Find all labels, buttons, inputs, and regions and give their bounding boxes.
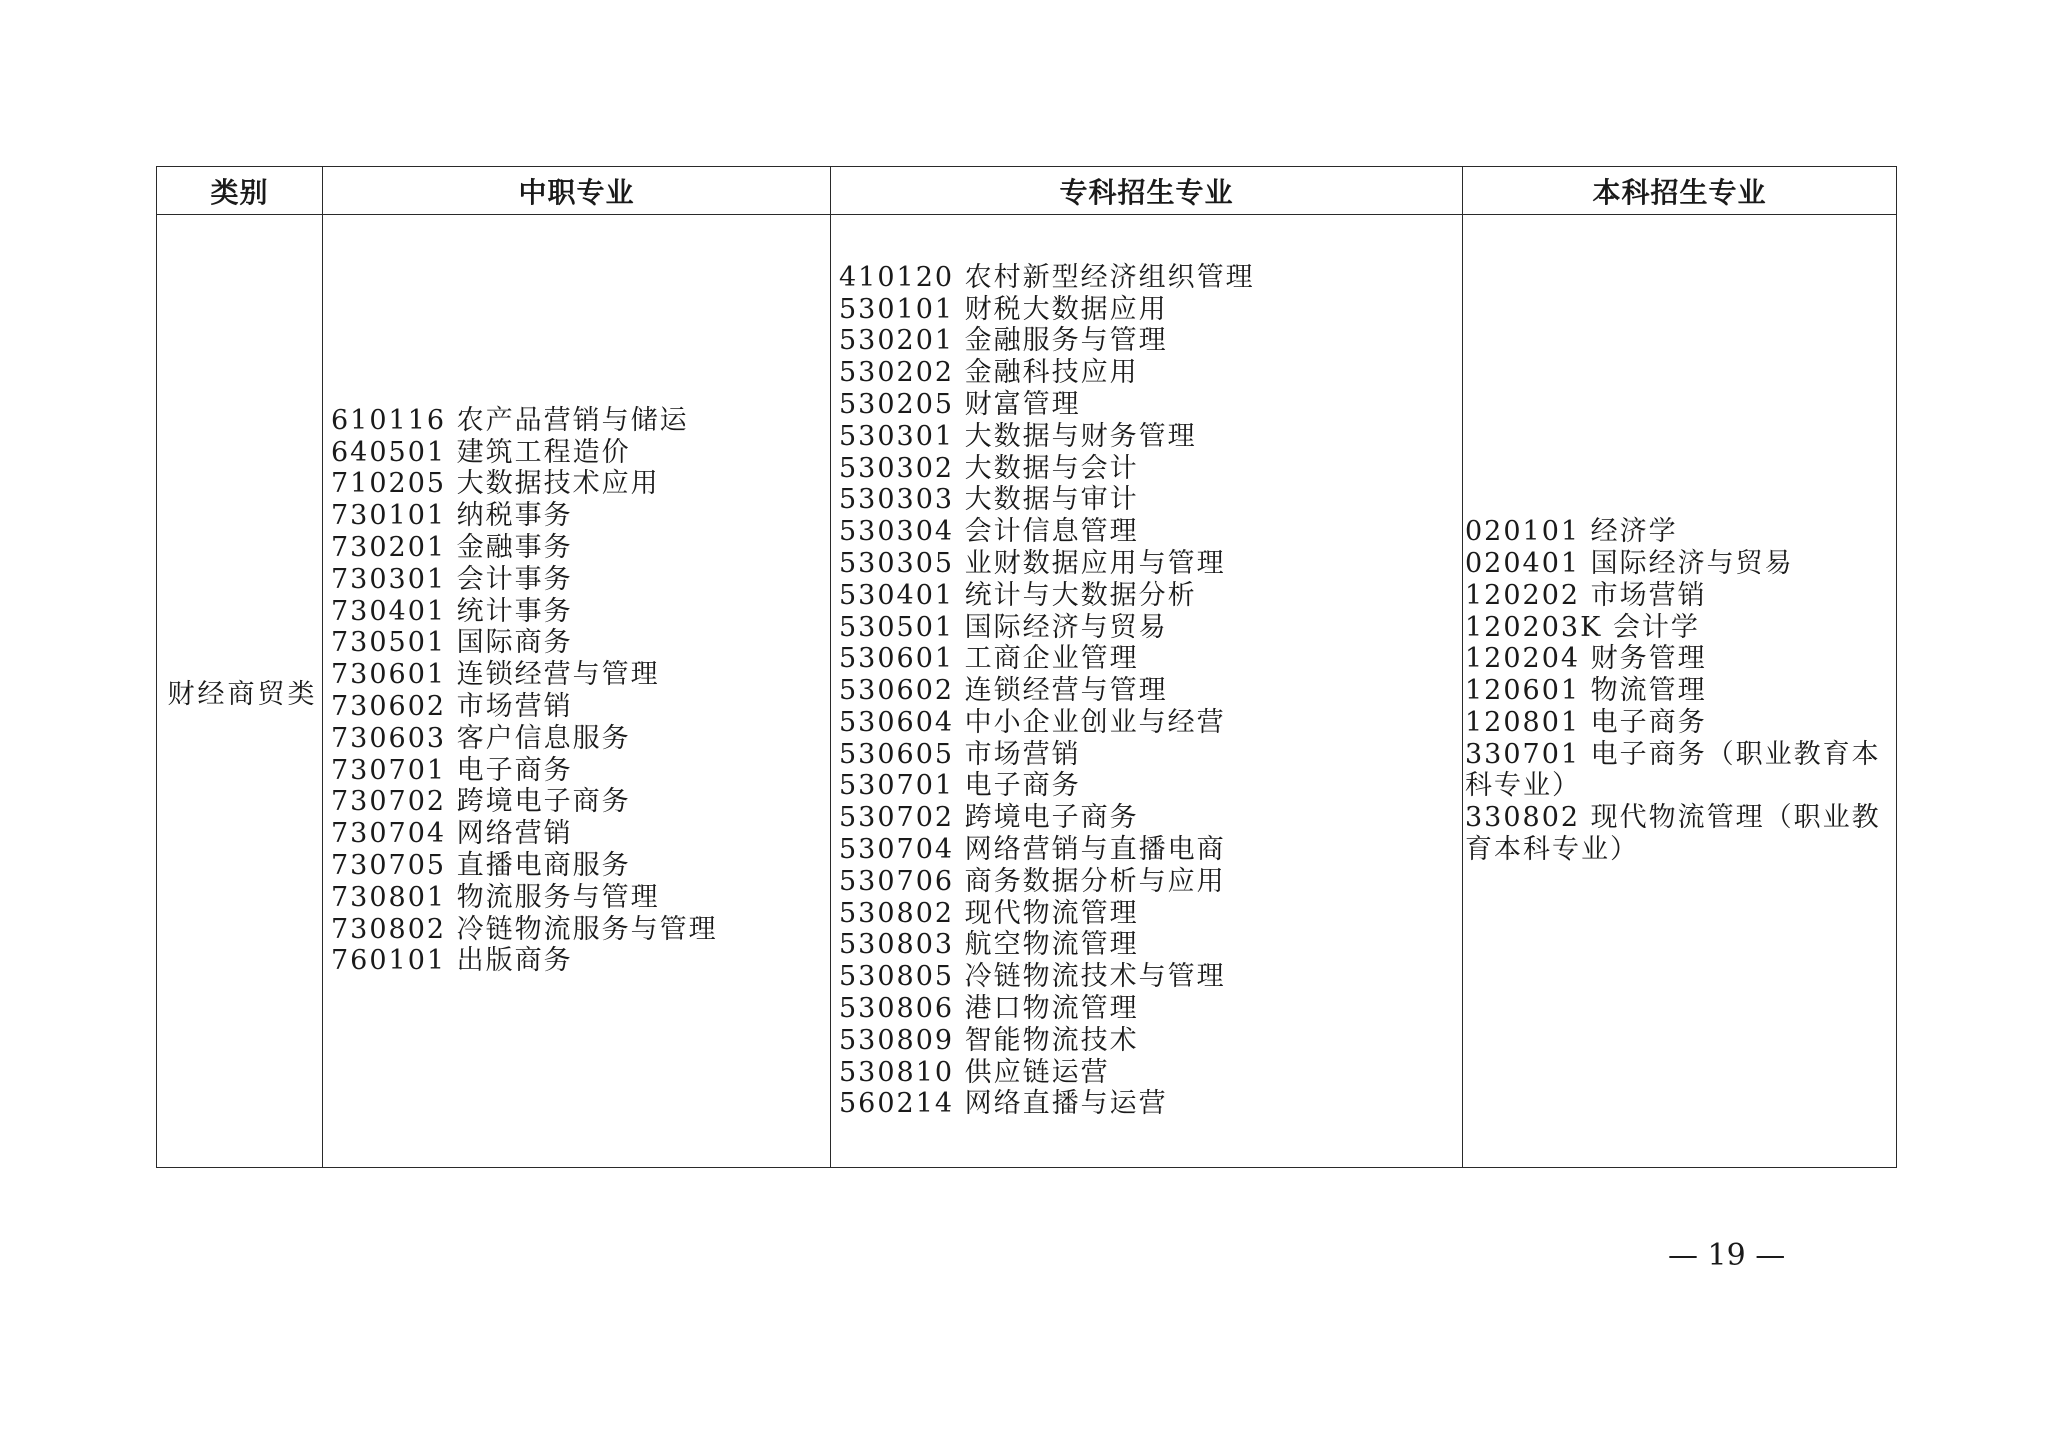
header-secondary-majors: 中职专业 — [323, 167, 831, 215]
specialist-majors-list — [831, 262, 1462, 1121]
list-item: 530202 金融科技应用 — [839, 357, 1139, 389]
list-item: 530304 会计信息管理 — [839, 516, 1139, 548]
list-item: 530605 市场营销 — [839, 738, 1081, 770]
table-header-row — [157, 167, 1897, 215]
list-item: 730201 金融事务 — [331, 532, 573, 564]
list-item: 410120 农村新型经济组织管理 — [839, 261, 1255, 293]
list-item: 530201 金融服务与管理 — [839, 325, 1168, 357]
list-item: 730701 电子商务 — [331, 754, 573, 786]
page-number: — 19 — — [1668, 1238, 1786, 1273]
list-item: 730702 跨境电子商务 — [331, 786, 631, 818]
list-item: 530803 航空物流管理 — [839, 929, 1139, 961]
specialist-majors-cell — [831, 215, 1463, 1168]
majors-table — [156, 166, 1897, 1168]
list-item: 530706 商务数据分析与应用 — [839, 865, 1226, 897]
list-item: 530702 跨境电子商务 — [839, 802, 1139, 834]
list-item: 530810 供应链运营 — [839, 1056, 1110, 1088]
list-item: 530601 工商企业管理 — [839, 643, 1139, 675]
list-item: 730101 纳税事务 — [331, 500, 573, 532]
table-row — [157, 215, 1897, 1168]
secondary-majors-list — [323, 405, 830, 977]
list-item: 640501 建筑工程造价 — [331, 436, 631, 468]
list-item: 730603 客户信息服务 — [331, 722, 631, 754]
list-item: 330701 电子商务（职业教育本科专业） — [1465, 738, 1881, 802]
list-item: 730301 会计事务 — [331, 563, 573, 595]
list-item: 120203K 会计学 — [1465, 611, 1700, 643]
list-item: 530602 连锁经营与管理 — [839, 675, 1168, 707]
list-item: 730705 直播电商服务 — [331, 849, 631, 881]
list-item: 530401 统计与大数据分析 — [839, 579, 1197, 611]
list-item: 530805 冷链物流技术与管理 — [839, 961, 1226, 993]
bachelor-majors-cell — [1463, 215, 1897, 1168]
list-item: 560214 网络直播与运营 — [839, 1088, 1168, 1120]
list-item: 710205 大数据技术应用 — [331, 468, 660, 500]
bachelor-majors-list — [1463, 516, 1896, 866]
list-item: 530809 智能物流技术 — [839, 1024, 1139, 1056]
list-item: 530806 港口物流管理 — [839, 993, 1139, 1025]
list-item: 530704 网络营销与直播电商 — [839, 834, 1226, 866]
list-item: 530501 国际经济与贸易 — [839, 611, 1168, 643]
header-specialist-majors: 专科招生专业 — [831, 167, 1463, 215]
list-item: 120204 财务管理 — [1465, 643, 1707, 675]
list-item: 530205 财富管理 — [839, 388, 1081, 420]
list-item: 020101 经济学 — [1465, 516, 1678, 548]
list-item: 730601 连锁经营与管理 — [331, 659, 660, 691]
list-item: 530101 财税大数据应用 — [839, 293, 1168, 325]
list-item: 530301 大数据与财务管理 — [839, 420, 1197, 452]
list-item: 730401 统计事务 — [331, 595, 573, 627]
header-category: 类别 — [157, 167, 323, 215]
list-item: 020401 国际经济与贸易 — [1465, 547, 1794, 579]
list-item: 120202 市场营销 — [1465, 579, 1707, 611]
list-item: 530302 大数据与会计 — [839, 452, 1139, 484]
list-item: 120601 物流管理 — [1465, 675, 1707, 707]
list-item: 730501 国际商务 — [331, 627, 573, 659]
list-item: 530802 现代物流管理 — [839, 897, 1139, 929]
list-item: 730802 冷链物流服务与管理 — [331, 913, 718, 945]
list-item: 730602 市场营销 — [331, 691, 573, 722]
list-item: 760101 出版商务 — [331, 945, 573, 977]
list-item: 530701 电子商务 — [839, 770, 1081, 802]
list-item: 730801 物流服务与管理 — [331, 881, 660, 913]
list-item: 530604 中小企业创业与经营 — [839, 706, 1226, 738]
list-item: 530305 业财数据应用与管理 — [839, 547, 1226, 579]
list-item: 530303 大数据与审计 — [839, 484, 1139, 516]
list-item: 610116 农产品营销与储运 — [331, 404, 689, 436]
secondary-majors-cell — [323, 215, 831, 1168]
category-cell: 财经商贸类 — [157, 215, 323, 1168]
list-item: 330802 现代物流管理（职业教育本科专业） — [1465, 802, 1881, 866]
list-item: 120801 电子商务 — [1465, 706, 1707, 738]
header-bachelor-majors: 本科招生专业 — [1463, 167, 1897, 215]
list-item: 730704 网络营销 — [331, 818, 573, 850]
